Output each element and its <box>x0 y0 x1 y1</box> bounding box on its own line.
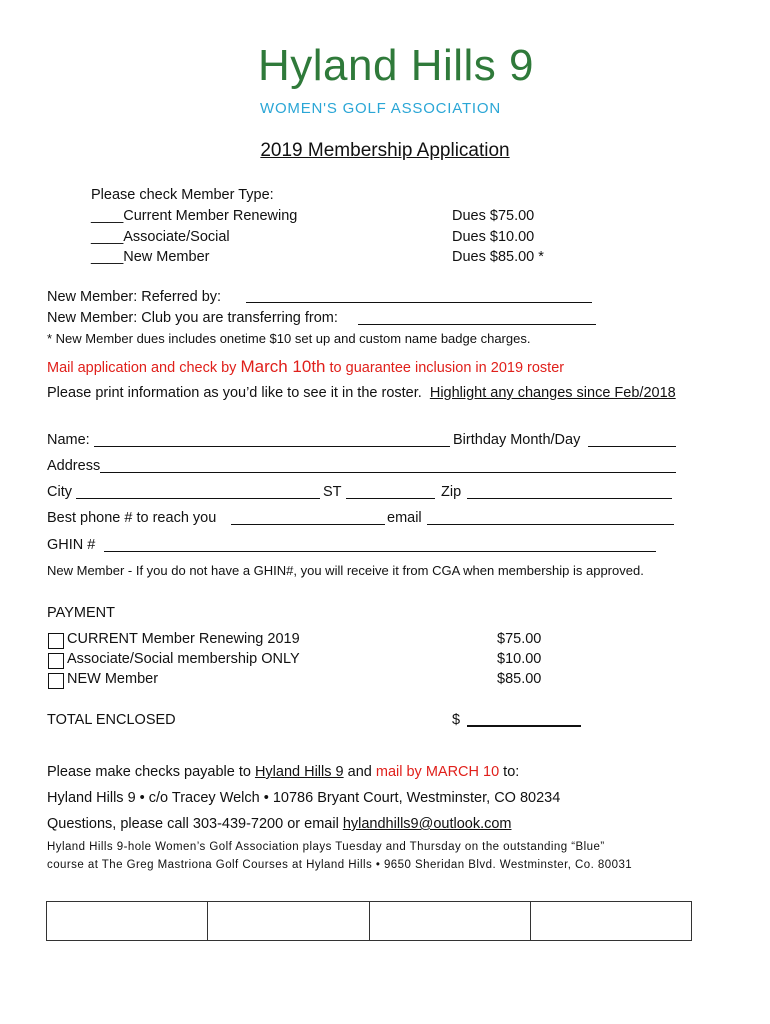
ghin-label: GHIN # <box>47 537 96 553</box>
checks-text-1: Please make checks payable to <box>47 764 255 780</box>
checkbox-current-renewing[interactable] <box>48 633 64 649</box>
club-transfer-label: New Member: Club you are transferring from: <box>47 310 338 326</box>
about-line-1: Hyland Hills 9-hole Women’s Golf Association plays Tuesday and Thursday on the outstanding “Blue” <box>47 841 605 853</box>
payment-item-associate-social: Associate/Social membership ONLY <box>67 651 300 667</box>
deadline-text-1: Mail application and check by <box>47 360 241 376</box>
print-instructions <box>47 385 676 401</box>
payment-amount-current-renewing: $75.00 <box>497 631 542 647</box>
birthday-label: Birthday Month/Day <box>453 432 581 448</box>
grid-cell[interactable] <box>47 902 208 940</box>
checks-text-3: to: <box>499 764 520 780</box>
grid-cell[interactable] <box>208 902 369 940</box>
deadline-text-2: to guarantee inclusion in 2019 roster <box>325 360 565 376</box>
ghin-note: New Member - If you do not have a GHIN#, you will receive it from CGA when membership is approved. <box>47 563 644 578</box>
checks-payee: Hyland Hills 9 <box>254 764 344 780</box>
contact-email-link[interactable]: hylandhills9@outlook.com <box>342 816 512 832</box>
city-field[interactable] <box>76 498 320 499</box>
grid-cell[interactable] <box>370 902 531 940</box>
zip-label: Zip <box>441 484 462 500</box>
questions-line <box>47 816 512 832</box>
mailing-address: Hyland Hills 9 • c/o Tracey Welch • 10786 Bryant Court, Westminster, CO 80234 <box>47 790 561 806</box>
member-type-heading: Please check Member Type: <box>91 187 274 203</box>
total-enclosed-field[interactable] <box>467 725 581 727</box>
grid-cell[interactable] <box>531 902 691 940</box>
club-transfer-field[interactable] <box>358 324 596 325</box>
name-field[interactable] <box>94 446 450 447</box>
checkbox-associate-social[interactable] <box>48 653 64 669</box>
total-enclosed-label: TOTAL ENCLOSED <box>47 712 176 728</box>
phone-label: Best phone # to reach you <box>47 510 217 526</box>
checks-payable-line <box>47 764 519 780</box>
phone-field[interactable] <box>231 524 385 525</box>
checks-mail-by: mail by MARCH 10 <box>375 764 500 780</box>
deadline-date: March 10th <box>240 357 326 376</box>
member-type-dues-associate: Dues $10.00 <box>452 229 535 245</box>
payment-heading: PAYMENT <box>47 605 115 621</box>
address-field[interactable] <box>100 472 676 473</box>
email-label: email <box>387 510 422 526</box>
name-label: Name: <box>47 432 90 448</box>
city-label: City <box>47 484 72 500</box>
address-label: Address <box>47 458 101 474</box>
email-field[interactable] <box>427 524 674 525</box>
about-line-2: course at The Greg Mastriona Golf Courses at Hyland Hills • 9650 Sheridan Blvd. Westminster, Co. 80031 <box>47 859 633 871</box>
questions-text: Questions, please call 303-439-7200 or email <box>47 816 343 832</box>
highlight-changes-note: Highlight any changes since Feb/2018 <box>429 385 676 401</box>
print-instructions-text: Please print information as you’d like to see it in the roster. <box>47 385 422 401</box>
ghin-field[interactable] <box>104 551 656 552</box>
office-use-grid <box>46 901 692 941</box>
birthday-field[interactable] <box>588 446 676 447</box>
state-label: ST <box>323 484 342 500</box>
referred-by-field[interactable] <box>246 302 592 303</box>
payment-amount-associate-social: $10.00 <box>497 651 542 667</box>
checks-text-2: and <box>343 764 376 780</box>
logo-subtitle: WOMEN'S GOLF ASSOCIATION <box>260 100 501 117</box>
member-type-dues-new: Dues $85.00 * <box>452 249 544 265</box>
zip-field[interactable] <box>467 498 672 499</box>
total-dollar-sign: $ <box>452 712 461 728</box>
deadline-notice <box>47 357 564 377</box>
checkbox-new-member[interactable] <box>48 673 64 689</box>
payment-item-current-renewing: CURRENT Member Renewing 2019 <box>67 631 300 647</box>
member-type-option-new[interactable]: ____New Member <box>91 249 210 265</box>
page-title: 2019 Membership Application <box>260 140 510 161</box>
referred-by-label: New Member: Referred by: <box>47 289 222 305</box>
member-type-option-associate[interactable]: ____Associate/Social <box>91 229 230 245</box>
state-field[interactable] <box>346 498 435 499</box>
member-type-dues-renewing: Dues $75.00 <box>452 208 535 224</box>
member-type-option-renewing[interactable]: ____Current Member Renewing <box>91 208 298 224</box>
logo-wordmark: Hyland Hills 9 <box>258 41 534 90</box>
new-member-dues-note: * New Member dues includes onetime $10 set up and custom name badge charges. <box>47 331 531 346</box>
payment-item-new-member: NEW Member <box>67 671 159 687</box>
payment-amount-new-member: $85.00 <box>497 671 542 687</box>
